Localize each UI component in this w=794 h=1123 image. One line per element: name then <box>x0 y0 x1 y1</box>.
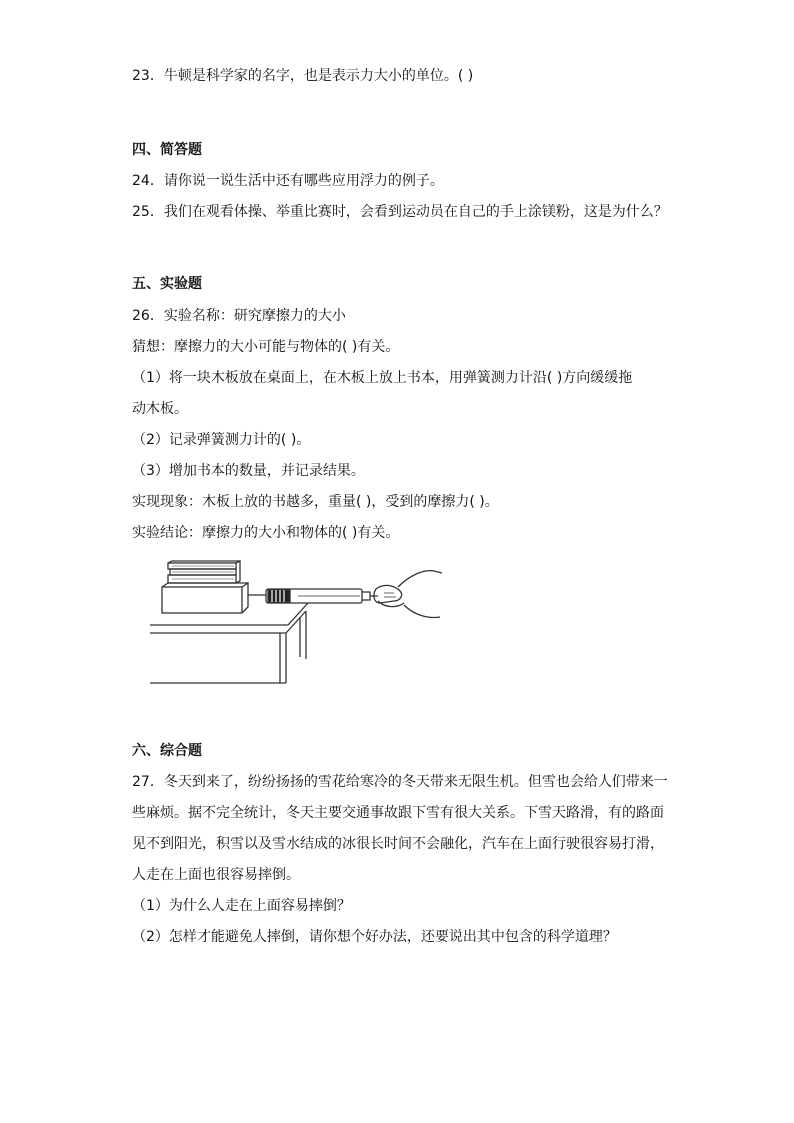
section-6-heading: 六、综合题 <box>132 743 202 759</box>
question-27-sub2: （2）怎样才能避免人摔倒，请你想个好办法，还要说出其中包含的科学道理？ <box>132 929 617 945</box>
hand-illustration <box>374 571 442 618</box>
question-27-sub1: （1）为什么人走在上面容易摔倒？ <box>132 898 351 914</box>
section-4-heading: 四、简答题 <box>132 142 202 158</box>
spring-scale <box>266 589 378 603</box>
question-26-conclusion: 实验结论：摩擦力的大小和物体的( )有关。 <box>132 525 400 541</box>
question-26-phenomenon: 实现现象：木板上放的书越多，重量( )，受到的摩擦力( )。 <box>132 494 499 510</box>
question-27-line3: 见不到阳光，积雪以及雪水结成的冰很长时间不会融化，汽车在上面行驶很容易打滑， <box>132 836 664 852</box>
question-26-step3: （3）增加书本的数量，并记录结果。 <box>132 463 365 479</box>
question-26-step2: （2）记录弹簧测力计的( )。 <box>132 432 311 448</box>
question-23: 23．牛顿是科学家的名字，也是表示力大小的单位。( ) <box>132 68 474 84</box>
question-24: 24．请你说一说生活中还有哪些应用浮力的例子。 <box>132 173 444 189</box>
question-26-name: 26．实验名称：研究摩擦力的大小 <box>132 308 346 324</box>
section-5-heading: 五、实验题 <box>132 276 202 292</box>
question-26-step1: （1）将一块木板放在桌面上，在木板上放上书本，用弹簧测力计沿( )方向缓缓拖 <box>132 370 633 386</box>
question-27-line4: 人走在上面也很容易摔倒。 <box>132 867 300 883</box>
question-25: 25．我们在观看体操、举重比赛时，会看到运动员在自己的手上涂镁粉，这是为什么？ <box>132 204 668 220</box>
book-stack <box>168 561 240 583</box>
table-top <box>150 603 308 625</box>
question-26-step1-cont: 动木板。 <box>132 401 188 417</box>
question-26-guess: 猜想：摩擦力的大小可能与物体的( )有关。 <box>132 339 400 355</box>
wooden-board <box>162 587 242 613</box>
question-27-line2: 些麻烦。据不完全统计，冬天主要交通事故跟下雪有很大关系。下雪天路滑，有的路面 <box>132 805 664 821</box>
experiment-illustration <box>148 557 448 691</box>
question-27-line1: 27．冬天到来了，纷纷扬扬的雪花给寒冷的冬天带来无限生机。但雪也会给人们带来一 <box>132 774 668 790</box>
